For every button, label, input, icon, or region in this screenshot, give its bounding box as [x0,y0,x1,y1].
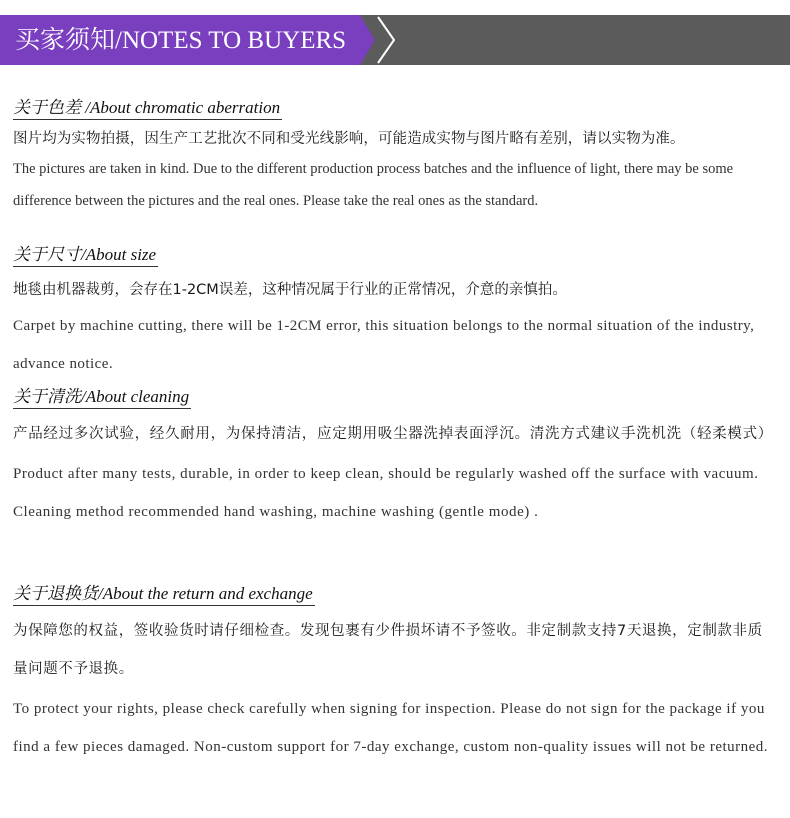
notes-banner [0,15,790,65]
section-text-en: To protect your rights, please check carefully when signing for inspection. Please do not sign for the package if you find a few pieces damaged. Non-custom support for 7-day exchange, custom non-quality issues will not be returned. [13,701,769,755]
banner-title: 买家须知/NOTES TO BUYERS [15,27,347,54]
section-cleaning [13,386,778,531]
section-heading: 关于色差 /About chromatic aberration [13,97,282,120]
section-return-exchange [13,583,778,766]
chevron-right-icon [374,15,398,65]
section-heading: 关于退换货/About the return and exchange [13,583,315,606]
section-text-zh: 为保障您的权益，签收验货时请仔细检查。发现包裹有少件损坏请不予签收。非定制款支持7天退换，定制款非质量问题不予退换。 [13,623,763,677]
section-text-en: The pictures are taken in kind. Due to the different production process batches and the influence of light, there may be some difference between the pictures and the real ones. Please take the real ones as the standard. [13,161,734,209]
section-text-zh: 图片均为实物拍摄，因生产工艺批次不同和受光线影响，可能造成实物与图片略有差别，请以实物为准。 [13,131,685,147]
section-text-zh: 地毯由机器裁剪，会存在1-2CM误差，这种情况属于行业的正常情况，介意的亲慎拍。 [13,282,567,298]
section-heading: 关于尺寸/About size [13,244,158,267]
section-size [13,244,778,383]
section-heading: 关于清洗/About cleaning [13,386,191,409]
section-text-zh: 产品经过多次试验，经久耐用，为保持清洁，应定期用吸尘器洗掉表面浮沉。清洗方式建议手洗机洗（轻柔模式） [13,426,773,442]
section-chromatic-aberration [13,97,778,217]
section-text-en: Product after many tests, durable, in order to keep clean, should be regularly washed off the surface with vacuum. Cleaning method recommended hand washing, machine washing (gentle mode) . [13,466,759,520]
section-text-en: Carpet by machine cutting, there will be 1-2CM error, this situation belongs to the normal situation of the industry, advance notice. [13,318,755,372]
